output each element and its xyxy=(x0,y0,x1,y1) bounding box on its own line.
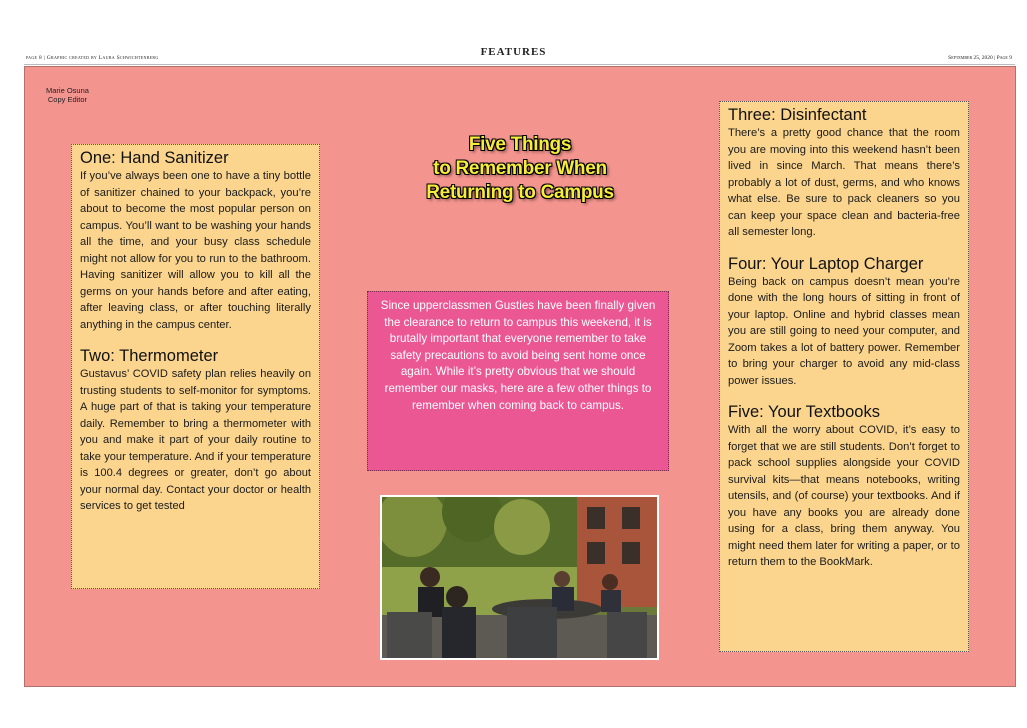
byline-role: Copy Editor xyxy=(47,95,88,104)
students-outdoor-photo xyxy=(382,497,657,658)
section-three-heading: Three: Disinfectant xyxy=(728,106,867,124)
byline xyxy=(46,86,89,104)
section-one-heading: One: Hand Sanitizer xyxy=(80,149,229,167)
intro-box xyxy=(367,291,669,471)
page-header-left: page 8 | Graphic created by Laura Schwichtenberg xyxy=(26,55,159,61)
section-title: FEATURES xyxy=(480,46,547,58)
headline-line-1: Five Things xyxy=(468,134,572,155)
byline-name: Marie Osuna xyxy=(46,86,89,95)
campus-photo xyxy=(380,495,659,660)
left-column-box xyxy=(71,144,320,589)
intro-text: Since upperclassmen Gusties have been finally given the clearance to return to campus this weekend, it is brutally important that everyone remember to take safety precautions to avoid being sent home once again. While it’s pretty obvious that we should remember our masks, here are a few other things to remember when coming back to campus. xyxy=(380,299,656,412)
section-five-body: With all the worry about COVID, it’s easy to forget that we are still students. Don’t forget to pack school supplies alongside your COVID survival kits—that means notebooks, writing utensils, and (of course) your textbooks. And if you have any books you are already done using for a class, bring them anyway. You might need them later for writing a paper, or to return them to the BookMark. xyxy=(728,424,960,568)
headline-line-3: Returning to Campus xyxy=(426,182,614,203)
section-five-heading: Five: Your Textbooks xyxy=(728,403,880,421)
section-three-body: There’s a pretty good chance that the room you are moving into this weekend hasn’t been lived in since March. That means there’s probably a lot of dust, germs, and who knows what else. Be sure to pack cleaners so you can keep your space clean and bacteria-free all semester long. xyxy=(728,127,960,238)
section-four-heading: Four: Your Laptop Charger xyxy=(728,254,924,273)
header-rule xyxy=(24,64,1015,65)
section-four-body: Being back on campus doesn’t mean you’re done with the long hours of sitting in front of your laptop. Online and hybrid classes mean you are still going to need your computer, and Zoom takes a lot of battery power. Remember to bring your charger to avoid any mid-class power issues. xyxy=(728,275,960,387)
page-header-right: September 25, 2020 | Page 9 xyxy=(948,55,1012,61)
headline xyxy=(380,133,660,205)
right-column-box xyxy=(719,101,969,652)
section-one-body: If you’ve always been one to have a tiny bottle of sanitizer chained to your backpack, you’re about to become the most popular person on campus. You’ll want to be washing your hands all the time, and your busy class schedule might not allow for you to run to the bathroom. Having sanitizer will allow you to kill all the germs on your hands before and after eating, after leaving class, or after touching literally anything in the campus center. xyxy=(80,170,311,331)
section-two-body: Gustavus’ COVID safety plan relies heavily on trusting students to self-monitor for symptoms. A huge part of that is taking your temperature daily. Remember to bring a thermometer with you and make it part of your daily routine to take your temperature. And if your temperature is 100.4 degrees or greater, don’t go about your normal day. Contact your doctor or health services to get tested xyxy=(80,368,311,512)
section-two-heading: Two: Thermometer xyxy=(80,347,219,365)
headline-line-2: to Remember When xyxy=(433,158,607,179)
